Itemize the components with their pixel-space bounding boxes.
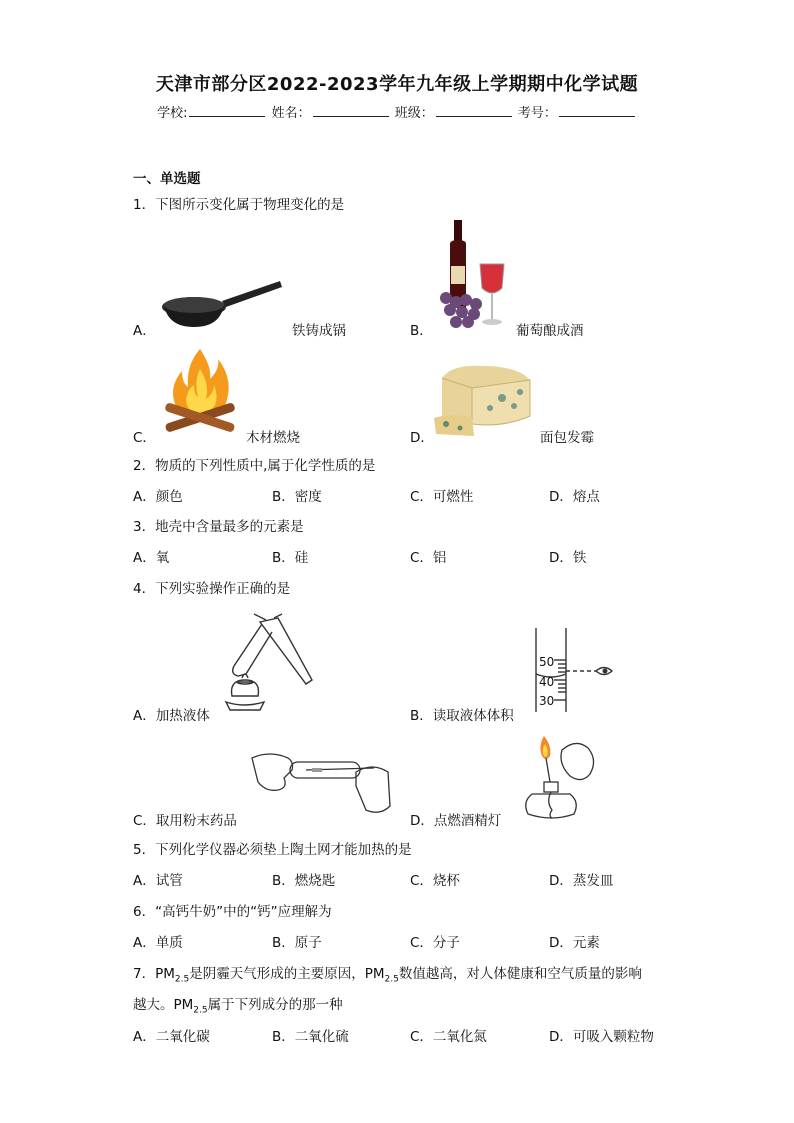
cylinder-tick-50: 50 [539,655,555,669]
q2-option-a: A．颜色 [133,489,183,505]
q4-option-d: D．点燃酒精灯 [410,813,502,829]
powder-in-test-tube-icon [248,748,394,820]
school-label: 学校: [157,106,188,121]
class-blank [436,104,512,117]
q1-option-a-text: 铁铸成锅 [292,323,346,339]
q2-option-c: C．可燃性 [410,489,474,505]
question-4-stem: 4．下列实验操作正确的是 [133,581,291,597]
q3-option-c: C．铝 [410,550,447,566]
pm-subscript: 2.5 [174,974,190,985]
q1-option-a-letter: A． [133,323,156,339]
q5-option-b: B．燃烧匙 [272,873,336,889]
question-6-stem: 6．“高钙牛奶”中的“钙”应理解为 [133,904,332,920]
q1-option-c-text: 木材燃烧 [246,430,300,446]
moldy-bread-icon [432,358,536,438]
pm-subscript: 2.5 [384,974,399,985]
q1-option-d-text: 面包发霉 [540,430,594,446]
exam-number-blank [559,104,635,117]
q1-option-b-text: 葡萄酿成酒 [516,323,584,339]
name-blank [313,104,389,117]
cylinder-tick-40: 40 [539,675,555,689]
q2-option-d: D．熔点 [549,489,600,505]
page-title: 天津市部分区2022-2023学年九年级上学期期中化学试题 [155,74,639,95]
lighting-alcohol-lamp-icon [508,732,600,824]
q4-option-b: B．读取液体体积 [410,708,514,724]
q7-option-d: D．可吸入颗粒物 [549,1029,654,1045]
q5-option-c: C．烧杯 [410,873,460,889]
q1-option-d-letter: D． [410,430,434,446]
student-info-line [0,102,794,121]
wine-grapes-icon [432,218,510,330]
question-5-stem: 5．下列化学仪器必须垫上陶土网才能加热的是 [133,842,412,858]
q3-option-a: A．氧 [133,550,170,566]
q6-option-c: C．分子 [410,935,460,951]
q4-option-c: C．取用粉末药品 [133,813,237,829]
question-1-stem: 1．下图所示变化属于物理变化的是 [133,197,345,213]
q2-option-b: B．密度 [272,489,322,505]
question-7-stem-line-1: 7．$PM_{2.5}$是阴霾天气形成的主要原因，$PM_{2.5}$数值越高，对人体健康和空气质量的影响 [133,966,642,985]
q3-option-d: D．铁 [549,550,587,566]
q6-option-a: A．单质 [133,935,183,951]
question-2-stem: 2．物质的下列性质中,属于化学性质的是 [133,458,376,474]
q7-option-c: C．二氧化氮 [410,1029,487,1045]
q3-option-b: B．硅 [272,550,309,566]
q7-option-b: B．二氧化硫 [272,1029,349,1045]
question-7-stem-line-2: 越大。$PM_{2.5}$属于下列成分的那一种 [133,997,343,1016]
q7-option-a: A．二氧化碳 [133,1029,210,1045]
cylinder-tick-30: 30 [539,694,555,708]
q1-option-b-letter: B． [410,323,433,339]
exam-number-label: 考号： [517,106,557,121]
pm-subscript: 2.5 [193,1005,208,1016]
name-label: 姓名： [271,106,311,121]
campfire-icon [160,345,240,435]
class-label: 班级： [394,106,434,121]
wok-icon [156,275,286,331]
q5-option-a: A．试管 [133,873,183,889]
question-3-stem: 3．地壳中含量最多的元素是 [133,519,304,535]
q6-option-d: D．元素 [549,935,600,951]
section-heading: 一、单选题 [133,171,201,187]
heating-liquid-icon [218,612,318,714]
school-blank [189,104,265,117]
q6-option-b: B．原子 [272,935,322,951]
q1-option-c-letter: C． [133,430,156,446]
q4-option-a: A．加热液体 [133,708,210,724]
q5-option-d: D．蒸发皿 [549,873,614,889]
